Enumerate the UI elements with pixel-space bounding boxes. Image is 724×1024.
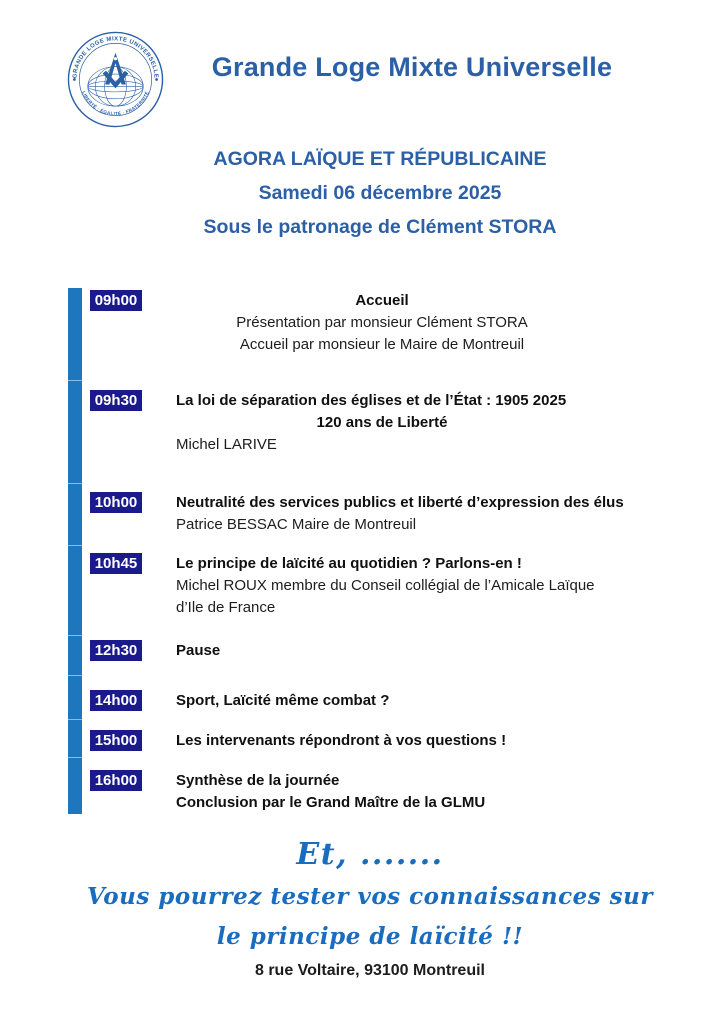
- agenda-item-title: La loi de séparation des églises et de l’État : 1905 2025: [176, 392, 567, 409]
- agenda-content: [176, 390, 668, 483]
- time-badge: 15h00: [90, 730, 142, 751]
- agenda-content: [176, 553, 668, 635]
- agenda-item-title: Accueil: [355, 292, 409, 309]
- event-patronage: Sous le patronage de Clément STORA: [203, 216, 557, 238]
- agenda-content: [176, 640, 668, 675]
- agenda-item-speaker: Michel ROUX membre du Conseil collégial de l’Amicale Laïque d’Ile de France: [176, 577, 595, 616]
- agenda-item-title: Les intervenants répondront à vos questions !: [176, 732, 507, 749]
- timeline-bar-segment: [68, 757, 82, 814]
- agenda-item-detail: Accueil par monsieur le Maire de Montreuil: [239, 336, 525, 353]
- agenda-row-12h30: [68, 635, 668, 675]
- agenda-item-detail: Conclusion par le Grand Maître de la GLMU: [176, 794, 486, 811]
- svg-text:LIBERTÉ · ÉGALITÉ · FRATERNITÉ: [81, 90, 150, 117]
- agenda-row-09h30: [68, 380, 668, 483]
- agenda-row-10h00: [68, 483, 668, 545]
- agenda-row-09h00: [68, 288, 668, 380]
- agenda-row-14h00: [68, 675, 668, 719]
- time-badge: 12h30: [90, 640, 142, 661]
- agenda-item-speaker: Patrice BESSAC Maire de Montreuil: [176, 516, 417, 533]
- agenda-item-speaker: Michel LARIVE: [176, 436, 277, 453]
- agenda-item-title: Synthèse de la journée: [176, 772, 340, 789]
- agenda-content: [176, 290, 668, 380]
- agenda-row-16h00: [68, 757, 668, 814]
- agenda-content: [176, 492, 668, 545]
- time-badge: 09h00: [90, 290, 142, 311]
- timeline-bar-segment: [68, 675, 82, 719]
- venue-address: 8 rue Voltaire, 93100 Montreuil: [254, 962, 485, 979]
- timeline-bar-segment: [68, 483, 82, 545]
- agenda-row-15h00: [68, 719, 668, 757]
- agenda-timeline: [68, 288, 668, 814]
- org-title: Grande Loge Mixte Universelle: [211, 52, 613, 82]
- seal-arc-top-text: GRANDE LOGE MIXTE UNIVERSELLE: [72, 36, 159, 79]
- seal-arc-bottom-text: LIBERTÉ · ÉGALITÉ · FRATERNITÉ: [81, 90, 150, 117]
- script-line-3: le principe de laïcité !!: [216, 923, 524, 950]
- script-line-1: Et, .......: [296, 837, 444, 872]
- masonic-seal-icon: [66, 30, 165, 129]
- script-line-2: Vous pourrez tester vos connaissances sur: [87, 883, 653, 910]
- footer: [0, 833, 724, 980]
- agenda-row-10h45: [68, 545, 668, 635]
- agenda-item-title: Le principe de laïcité au quotidien ? Parlons-en !: [176, 555, 522, 572]
- square-and-compasses-icon: [103, 53, 129, 89]
- event-header: [0, 142, 724, 244]
- agenda-item-subtitle: 120 ans de Liberté: [316, 414, 448, 431]
- agenda-content: [176, 730, 668, 757]
- agenda-item-detail: Présentation par monsieur Clément STORA: [236, 314, 528, 331]
- glmu-seal-logo: [66, 30, 165, 129]
- agenda-content: [176, 770, 668, 814]
- agenda-item-title: Pause: [176, 642, 221, 659]
- timeline-bar-segment: [68, 288, 82, 380]
- event-date: Samedi 06 décembre 2025: [258, 182, 502, 204]
- time-badge: 09h30: [90, 390, 142, 411]
- timeline-bar-segment: [68, 719, 82, 757]
- agenda-item-title: Neutralité des services publics et liberté d’expression des élus: [176, 494, 624, 511]
- time-badge: 10h45: [90, 553, 142, 574]
- timeline-bar-segment: [68, 635, 82, 675]
- agenda-item-title: Sport, Laïcité même combat ?: [176, 692, 390, 709]
- time-badge: 10h00: [90, 492, 142, 513]
- time-badge: 16h00: [90, 770, 142, 791]
- agenda-content: [176, 690, 668, 719]
- time-badge: 14h00: [90, 690, 142, 711]
- timeline-bar-segment: [68, 545, 82, 635]
- event-title: AGORA LAÏQUE ET RÉPUBLICAINE: [213, 148, 547, 170]
- timeline-bar-segment: [68, 380, 82, 483]
